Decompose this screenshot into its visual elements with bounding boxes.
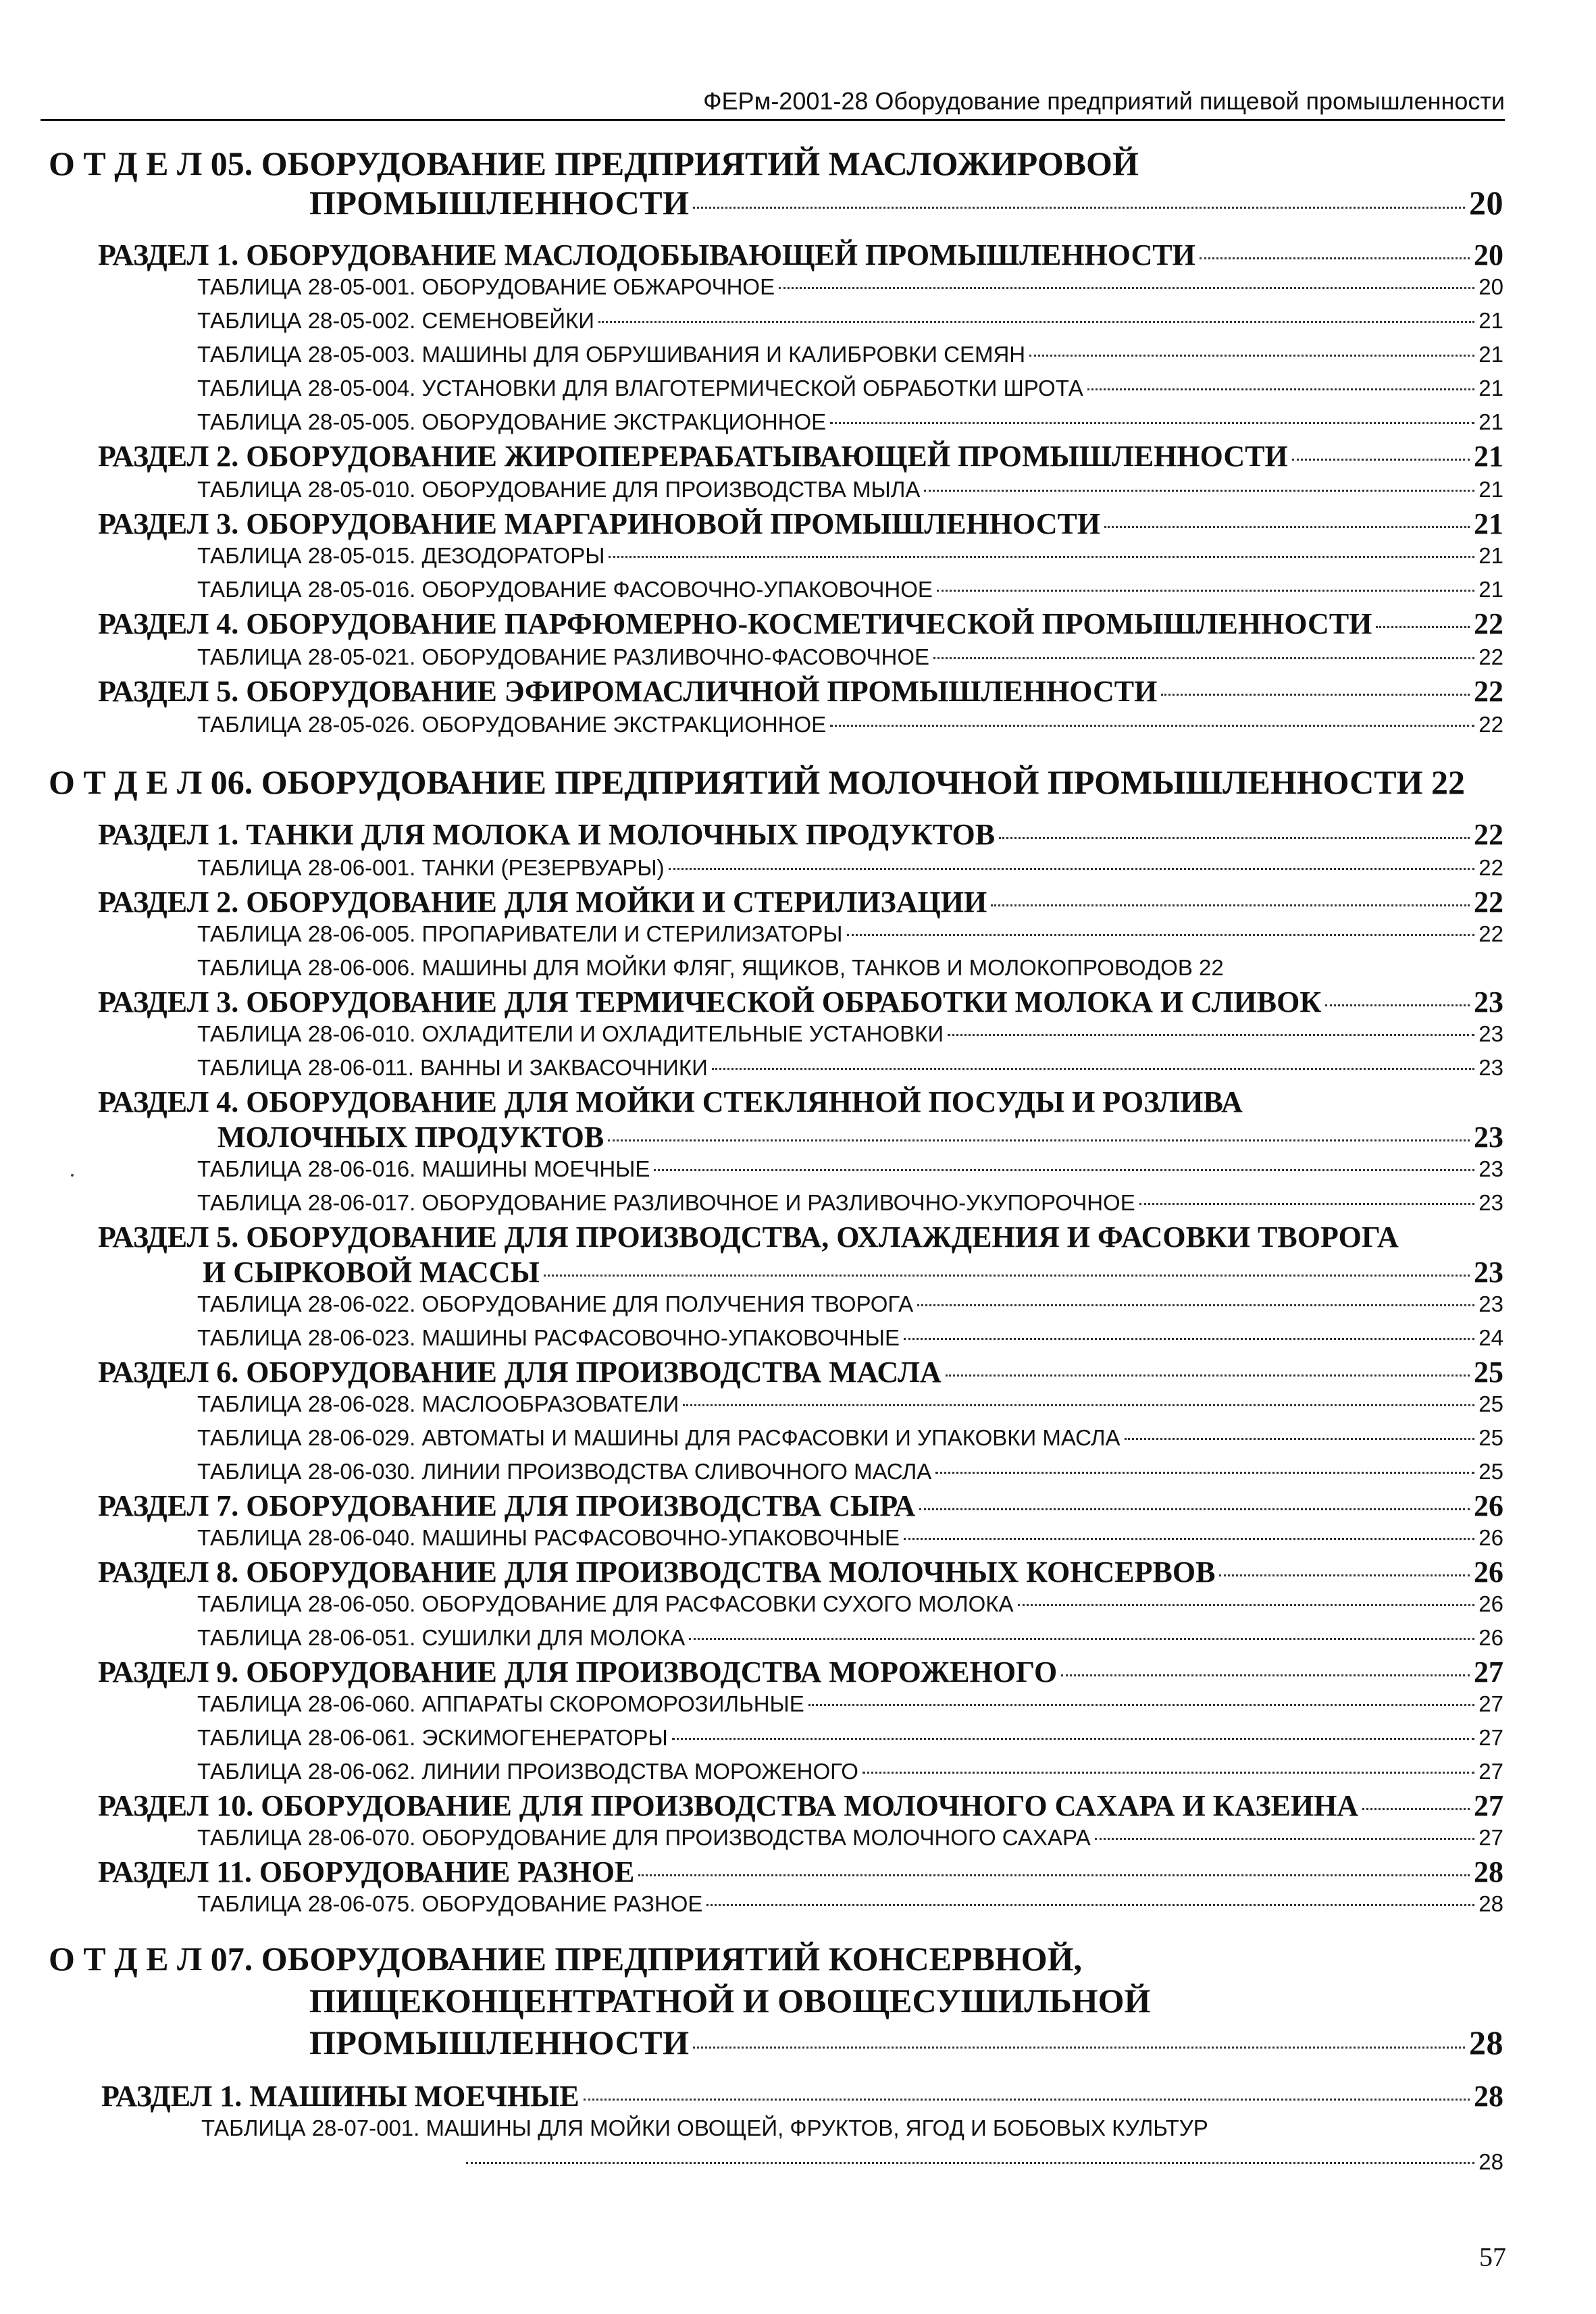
page-ref: 23: [1478, 1291, 1503, 1316]
page-ref: 20: [1478, 274, 1503, 299]
leader-dots: [917, 1304, 1474, 1306]
table-entry[interactable]: [197, 1624, 1503, 1651]
table-title: ТАБЛИЦА 28-05-001. ОБОРУДОВАНИЕ ОБЖАРОЧНОЕ: [197, 274, 775, 299]
table-entry[interactable]: ТАБЛИЦА 28-06-006. МАШИНЫ ДЛЯ МОЙКИ ФЛЯГ, ЯЩИКОВ, ТАНКОВ И МОЛОКОПРОВОДОВ 22: [197, 955, 1224, 980]
page-ref: 26: [1474, 1489, 1503, 1522]
razdel-entry[interactable]: [98, 1555, 1503, 1590]
page-ref: 23: [1474, 985, 1503, 1019]
table-entry[interactable]: [197, 1524, 1503, 1551]
leader-dots: [847, 934, 1475, 936]
otdel-05-entry[interactable]: [309, 182, 1503, 223]
page-ref: 22: [1478, 921, 1503, 946]
razdel-entry[interactable]: [98, 1855, 1503, 1890]
leader-dots: [937, 590, 1474, 592]
table-entry[interactable]: [197, 1758, 1503, 1785]
page-ref: 27: [1474, 1789, 1503, 1822]
leader-dots: [904, 1538, 1474, 1540]
table-entry[interactable]: [197, 711, 1503, 738]
page-ref: 22: [1478, 855, 1503, 880]
razdel-entry-cont[interactable]: [217, 1120, 1503, 1155]
table-entry[interactable]: ТАБЛИЦА 28-07-001. МАШИНЫ ДЛЯ МОЙКИ ОВОЩЕЙ, ФРУКТОВ, ЯГОД И БОБОВЫХ КУЛЬТУР: [201, 2115, 1208, 2140]
table-title: ТАБЛИЦА 28-05-004. УСТАНОВКИ ДЛЯ ВЛАГОТЕРМИЧЕСКОЙ ОБРАБОТКИ ШРОТА: [197, 376, 1083, 401]
page-ref: 21: [1478, 477, 1503, 502]
table-title: ТАБЛИЦА 28-05-003. МАШИНЫ ДЛЯ ОБРУШИВАНИЯ И КАЛИБРОВКИ СЕМЯН: [197, 342, 1026, 367]
table-entry[interactable]: [197, 1021, 1503, 1048]
running-header: ФЕРм-2001-28 Оборудование предприятий пищевой промышленности: [703, 87, 1505, 115]
table-entry[interactable]: [197, 1325, 1503, 1352]
otdel-07-entry[interactable]: [309, 2022, 1503, 2063]
page-number: 57: [1479, 2242, 1506, 2272]
table-entry[interactable]: [197, 341, 1503, 368]
razdel-title: МОЛОЧНЫХ ПРОДУКТОВ: [217, 1121, 604, 1154]
leader-dots: [1018, 1604, 1475, 1606]
table-entry[interactable]: [197, 274, 1503, 301]
razdel-entry-cont[interactable]: [203, 1255, 1503, 1290]
leader-dots: [1219, 1574, 1470, 1576]
table-title: ТАБЛИЦА 28-06-017. ОБОРУДОВАНИЕ РАЗЛИВОЧНОЕ И РАЗЛИВОЧНО-УКУПОРОЧНОЕ: [197, 1190, 1135, 1215]
table-entry[interactable]: [197, 1391, 1503, 1418]
leader-dots: [1161, 694, 1470, 696]
table-entry[interactable]: [197, 921, 1503, 948]
page-ref: 22: [1474, 818, 1503, 851]
razdel-title: РАЗДЕЛ 11. ОБОРУДОВАНИЕ РАЗНОЕ: [98, 1855, 635, 1888]
leader-dots: [779, 287, 1474, 289]
table-title: ТАБЛИЦА 28-06-075. ОБОРУДОВАНИЕ РАЗНОЕ: [197, 1891, 703, 1916]
page-ref: 20: [1474, 238, 1503, 272]
leader-dots: [693, 2047, 1465, 2049]
table-title: ТАБЛИЦА 28-06-030. ЛИНИИ ПРОИЗВОДСТВА СЛИВОЧНОГО МАСЛА: [197, 1459, 932, 1484]
razdel-entry[interactable]: [98, 985, 1503, 1020]
table-entry[interactable]: [197, 1691, 1503, 1718]
otdel-05-heading[interactable]: О Т Д Е Л 05. ОБОРУДОВАНИЕ ПРЕДПРИЯТИЙ МАСЛОЖИРОВОЙ: [49, 145, 1139, 182]
header-rule: [41, 119, 1505, 121]
leader-dots: [904, 1338, 1474, 1340]
leader-dots: [948, 1034, 1474, 1036]
page-ref: 27: [1474, 1655, 1503, 1689]
page-ref: 24: [1478, 1325, 1503, 1350]
razdel-title: РАЗДЕЛ 7. ОБОРУДОВАНИЕ ДЛЯ ПРОИЗВОДСТВА СЫРА: [98, 1489, 916, 1522]
leader-dots: [1200, 257, 1470, 259]
table-title: ТАБЛИЦА 28-06-001. ТАНКИ (РЕЗЕРВУАРЫ): [197, 855, 665, 880]
page-ref: 28: [1478, 1891, 1503, 1916]
page-ref: 21: [1478, 543, 1503, 568]
razdel-entry[interactable]: [98, 1789, 1503, 1824]
razdel-title: РАЗДЕЛ 2. ОБОРУДОВАНИЕ ЖИРОПЕРЕРАБАТЫВАЮЩЕЙ ПРОМЫШЛЕННОСТИ: [98, 440, 1288, 473]
page-ref: 26: [1478, 1625, 1503, 1650]
table-title: ТАБЛИЦА 28-06-062. ЛИНИИ ПРОИЗВОДСТВА МОРОЖЕНОГО: [197, 1759, 858, 1784]
leader-dots: [999, 837, 1470, 839]
table-title: ТАБЛИЦА 28-06-028. МАСЛООБРАЗОВАТЕЛИ: [197, 1391, 679, 1416]
leader-dots: [669, 868, 1475, 870]
leader-dots: [935, 1472, 1474, 1474]
razdel-entry[interactable]: [101, 2079, 1503, 2114]
page-ref: 22: [1478, 712, 1503, 737]
razdel-title: РАЗДЕЛ 4. ОБОРУДОВАНИЕ ПАРФЮМЕРНО-КОСМЕТИЧЕСКОЙ ПРОМЫШЛЕННОСТИ: [98, 607, 1372, 640]
table-title: ТАБЛИЦА 28-06-010. ОХЛАДИТЕЛИ И ОХЛАДИТЕЛЬНЫЕ УСТАНОВКИ: [197, 1021, 944, 1046]
table-entry[interactable]: [197, 409, 1503, 436]
leader-dots: [1292, 459, 1470, 461]
razdel-title: РАЗДЕЛ 1. ОБОРУДОВАНИЕ МАСЛОДОБЫВАЮЩЕЙ ПРОМЫШЛЕННОСТИ: [98, 238, 1195, 272]
razdel-entry[interactable]: РАЗДЕЛ 5. ОБОРУДОВАНИЕ ДЛЯ ПРОИЗВОДСТВА, ОХЛАЖДЕНИЯ И ФАСОВКИ ТВОРОГА: [98, 1220, 1399, 1254]
table-entry[interactable]: [197, 307, 1503, 334]
table-entry[interactable]: [197, 1724, 1503, 1751]
leader-dots: [598, 321, 1474, 323]
table-entry[interactable]: [197, 375, 1503, 402]
razdel-title: РАЗДЕЛ 1. МАШИНЫ МОЕЧНЫЕ: [101, 2080, 580, 2113]
leader-dots: [933, 657, 1474, 659]
table-entry[interactable]: [197, 1291, 1503, 1318]
razdel-entry[interactable]: [98, 238, 1503, 273]
table-entry[interactable]: [197, 854, 1503, 881]
table-title: ТАБЛИЦА 28-05-002. СЕМЕНОВЕЙКИ: [197, 308, 595, 333]
page-ref: 21: [1474, 440, 1503, 473]
page-ref: 21: [1478, 308, 1503, 333]
leader-dots: [863, 1772, 1474, 1774]
leader-dots: [608, 1139, 1470, 1141]
page-ref: 22: [1474, 885, 1503, 919]
leader-dots: [638, 1874, 1470, 1876]
page-ref: 21: [1474, 507, 1503, 540]
page-ref: 23: [1478, 1021, 1503, 1046]
page-ref: 26: [1474, 1555, 1503, 1589]
razdel-entry[interactable]: [98, 607, 1503, 642]
razdel-title: РАЗДЕЛ 9. ОБОРУДОВАНИЕ ДЛЯ ПРОИЗВОДСТВА МОРОЖЕНОГО: [98, 1655, 1058, 1689]
scan-speck: [71, 1174, 74, 1177]
razdel-entry[interactable]: [98, 817, 1503, 852]
table-entry[interactable]: [197, 1891, 1503, 1918]
table-title: ТАБЛИЦА 28-05-005. ОБОРУДОВАНИЕ ЭКСТРАКЦИОННОЕ: [197, 409, 827, 434]
leader-dots: [1104, 526, 1470, 528]
razdel-entry[interactable]: [98, 1655, 1503, 1690]
leader-dots: [466, 2162, 1474, 2164]
leader-dots: [1362, 1808, 1470, 1810]
table-title: ТАБЛИЦА 28-06-051. СУШИЛКИ ДЛЯ МОЛОКА: [197, 1625, 686, 1650]
otdel-07-heading-cont: ПИЩЕКОНЦЕНТРАТНОЙ И ОВОЩЕСУШИЛЬНОЙ: [309, 1982, 1151, 2020]
razdel-title: РАЗДЕЛ 8. ОБОРУДОВАНИЕ ДЛЯ ПРОИЗВОДСТВА МОЛОЧНЫХ КОНСЕРВОВ: [98, 1555, 1216, 1589]
page-ref: 21: [1478, 376, 1503, 401]
table-title: ТАБЛИЦА 28-05-026. ОБОРУДОВАНИЕ ЭКСТРАКЦИОННОЕ: [197, 712, 827, 737]
leader-dots: [1095, 1838, 1475, 1840]
page-ref: 21: [1478, 409, 1503, 434]
table-title: ТАБЛИЦА 28-06-016. МАШИНЫ МОЕЧНЫЕ: [197, 1156, 650, 1181]
table-entry[interactable]: [197, 1824, 1503, 1851]
page-ref: 25: [1478, 1425, 1503, 1450]
table-title: ТАБЛИЦА 28-06-050. ОБОРУДОВАНИЕ ДЛЯ РАСФАСОВКИ СУХОГО МОЛОКА: [197, 1591, 1014, 1616]
page-ref: 21: [1478, 342, 1503, 367]
leader-dots: [1376, 626, 1470, 628]
leader-dots: [1139, 1203, 1475, 1205]
leader-dots: [689, 1638, 1474, 1640]
page-ref: 27: [1478, 1725, 1503, 1750]
razdel-title: РАЗДЕЛ 6. ОБОРУДОВАНИЕ ДЛЯ ПРОИЗВОДСТВА МАСЛА: [98, 1356, 942, 1389]
leader-dots: [544, 1275, 1470, 1277]
leader-dots: [1061, 1674, 1470, 1676]
page-ref: 23: [1474, 1121, 1503, 1154]
leader-dots: [1325, 1004, 1470, 1006]
table-entry[interactable]: [197, 1054, 1503, 1081]
razdel-entry[interactable]: [98, 1489, 1503, 1524]
page-ref: 20: [1469, 184, 1503, 222]
leader-dots: [672, 1738, 1475, 1740]
page-ref: 27: [1478, 1825, 1503, 1850]
table-entry[interactable]: [197, 576, 1503, 603]
table-title: ТАБЛИЦА 28-05-015. ДЕЗОДОРАТОРЫ: [197, 543, 605, 568]
table-title: ТАБЛИЦА 28-06-023. МАШИНЫ РАСФАСОВОЧНО-УПАКОВОЧНЫЕ: [197, 1325, 900, 1350]
table-entry[interactable]: [197, 1156, 1503, 1183]
razdel-title: РАЗДЕЛ 3. ОБОРУДОВАНИЕ ДЛЯ ТЕРМИЧЕСКОЙ ОБРАБОТКИ МОЛОКА И СЛИВОК: [98, 985, 1322, 1019]
razdel-entry[interactable]: [98, 885, 1503, 920]
leader-dots: [654, 1169, 1474, 1171]
table-entry[interactable]: [197, 644, 1503, 671]
leader-dots: [712, 1068, 1474, 1070]
razdel-entry[interactable]: [98, 674, 1503, 709]
razdel-title: И СЫРКОВОЙ МАССЫ: [203, 1256, 540, 1289]
leader-dots: [693, 207, 1465, 209]
table-title: ТАБЛИЦА 28-05-021. ОБОРУДОВАНИЕ РАЗЛИВОЧНО-ФАСОВОЧНОЕ: [197, 644, 930, 669]
table-entry[interactable]: [197, 476, 1503, 503]
razdel-title: РАЗДЕЛ 1. ТАНКИ ДЛЯ МОЛОКА И МОЛОЧНЫХ ПРОДУКТОВ: [98, 818, 996, 851]
page-ref: 28: [1474, 2080, 1503, 2113]
leader-dots: [584, 2099, 1470, 2101]
leader-dots: [991, 904, 1470, 906]
leader-dots: [830, 725, 1474, 727]
table-title: ТАБЛИЦА 28-06-005. ПРОПАРИВАТЕЛИ И СТЕРИЛИЗАТОРЫ: [197, 921, 843, 946]
page-ref: 22: [1474, 675, 1503, 708]
table-title: ТАБЛИЦА 28-06-029. АВТОМАТЫ И МАШИНЫ ДЛЯ РАСФАСОВКИ И УПАКОВКИ МАСЛА: [197, 1425, 1121, 1450]
table-title: ТАБЛИЦА 28-05-010. ОБОРУДОВАНИЕ ДЛЯ ПРОИЗВОДСТВА МЫЛА: [197, 477, 921, 502]
page-ref: 25: [1478, 1459, 1503, 1484]
leader-dots: [683, 1404, 1474, 1406]
table-entry-cont[interactable]: [466, 2149, 1503, 2176]
table-title: ТАБЛИЦА 28-06-040. МАШИНЫ РАСФАСОВОЧНО-УПАКОВОЧНЫЕ: [197, 1525, 900, 1550]
razdel-title: РАЗДЕЛ 3. ОБОРУДОВАНИЕ МАРГАРИНОВОЙ ПРОМЫШЛЕННОСТИ: [98, 507, 1101, 540]
leader-dots: [924, 490, 1474, 492]
page-ref: 28: [1469, 2024, 1503, 2061]
leader-dots: [830, 422, 1474, 424]
razdel-entry[interactable]: [98, 439, 1503, 474]
razdel-title: РАЗДЕЛ 10. ОБОРУДОВАНИЕ ДЛЯ ПРОИЗВОДСТВА МОЛОЧНОГО САХАРА И КАЗЕИНА: [98, 1789, 1359, 1822]
page-ref: 27: [1478, 1691, 1503, 1716]
table-entry[interactable]: [197, 1591, 1503, 1618]
page-ref: 27: [1478, 1759, 1503, 1784]
razdel-entry[interactable]: РАЗДЕЛ 4. ОБОРУДОВАНИЕ ДЛЯ МОЙКИ СТЕКЛЯННОЙ ПОСУДЫ И РОЗЛИВА: [98, 1085, 1243, 1119]
page-ref: 23: [1478, 1156, 1503, 1181]
otdel-title: ПРОМЫШЛЕННОСТИ: [309, 2024, 690, 2061]
otdel-05-heading-cont: ПРОМЫШЛЕННОСТИ: [309, 184, 690, 222]
table-title: ТАБЛИЦА 28-06-061. ЭСКИМОГЕНЕРАТОРЫ: [197, 1725, 668, 1750]
page-ref: 22: [1474, 607, 1503, 640]
table-title: ТАБЛИЦА 28-06-022. ОБОРУДОВАНИЕ ДЛЯ ПОЛУЧЕНИЯ ТВОРОГА: [197, 1291, 914, 1316]
table-title: ТАБЛИЦА 28-05-016. ОБОРУДОВАНИЕ ФАСОВОЧНО-УПАКОВОЧНОЕ: [197, 577, 933, 602]
leader-dots: [1125, 1438, 1475, 1440]
page-ref: 23: [1478, 1055, 1503, 1080]
table-title: ТАБЛИЦА 28-06-011. ВАННЫ И ЗАКВАСОЧНИКИ: [197, 1055, 708, 1080]
table-entry[interactable]: [197, 1189, 1503, 1216]
leader-dots: [919, 1508, 1470, 1510]
razdel-entry[interactable]: [98, 507, 1503, 542]
leader-dots: [946, 1374, 1470, 1377]
razdel-title: РАЗДЕЛ 5. ОБОРУДОВАНИЕ ЭФИРОМАСЛИЧНОЙ ПРОМЫШЛЕННОСТИ: [98, 675, 1158, 708]
leader-dots: [609, 556, 1474, 558]
page-ref: 21: [1478, 577, 1503, 602]
table-entry[interactable]: [197, 1424, 1503, 1451]
table-entry[interactable]: [197, 542, 1503, 569]
razdel-entry[interactable]: [98, 1355, 1503, 1390]
table-entry[interactable]: [197, 1458, 1503, 1485]
page-ref: 28: [1474, 1855, 1503, 1888]
page-ref: 26: [1478, 1525, 1503, 1550]
table-title: ТАБЛИЦА 28-06-070. ОБОРУДОВАНИЕ ДЛЯ ПРОИЗВОДСТВА МОЛОЧНОГО САХАРА: [197, 1825, 1091, 1850]
leader-dots: [1087, 388, 1475, 390]
razdel-title: РАЗДЕЛ 2. ОБОРУДОВАНИЕ ДЛЯ МОЙКИ И СТЕРИЛИЗАЦИИ: [98, 885, 987, 919]
leader-dots: [706, 1904, 1474, 1906]
page-ref: 23: [1478, 1190, 1503, 1215]
table-title: ТАБЛИЦА 28-06-060. АППАРАТЫ СКОРОМОРОЗИЛЬНЫЕ: [197, 1691, 804, 1716]
leader-dots: [808, 1704, 1474, 1706]
otdel-06-heading[interactable]: О Т Д Е Л 06. ОБОРУДОВАНИЕ ПРЕДПРИЯТИЙ МОЛОЧНОЙ ПРОМЫШЛЕННОСТИ 22: [49, 763, 1465, 801]
page-ref: 22: [1478, 644, 1503, 669]
page-ref: 25: [1478, 1391, 1503, 1416]
page-ref: 25: [1474, 1356, 1503, 1389]
page-ref: 26: [1478, 1591, 1503, 1616]
otdel-07-heading[interactable]: О Т Д Е Л 07. ОБОРУДОВАНИЕ ПРЕДПРИЯТИЙ КОНСЕРВНОЙ,: [49, 1940, 1082, 1978]
leader-dots: [1029, 355, 1474, 357]
page-ref: 23: [1474, 1256, 1503, 1289]
page-ref: 28: [1478, 2149, 1503, 2174]
